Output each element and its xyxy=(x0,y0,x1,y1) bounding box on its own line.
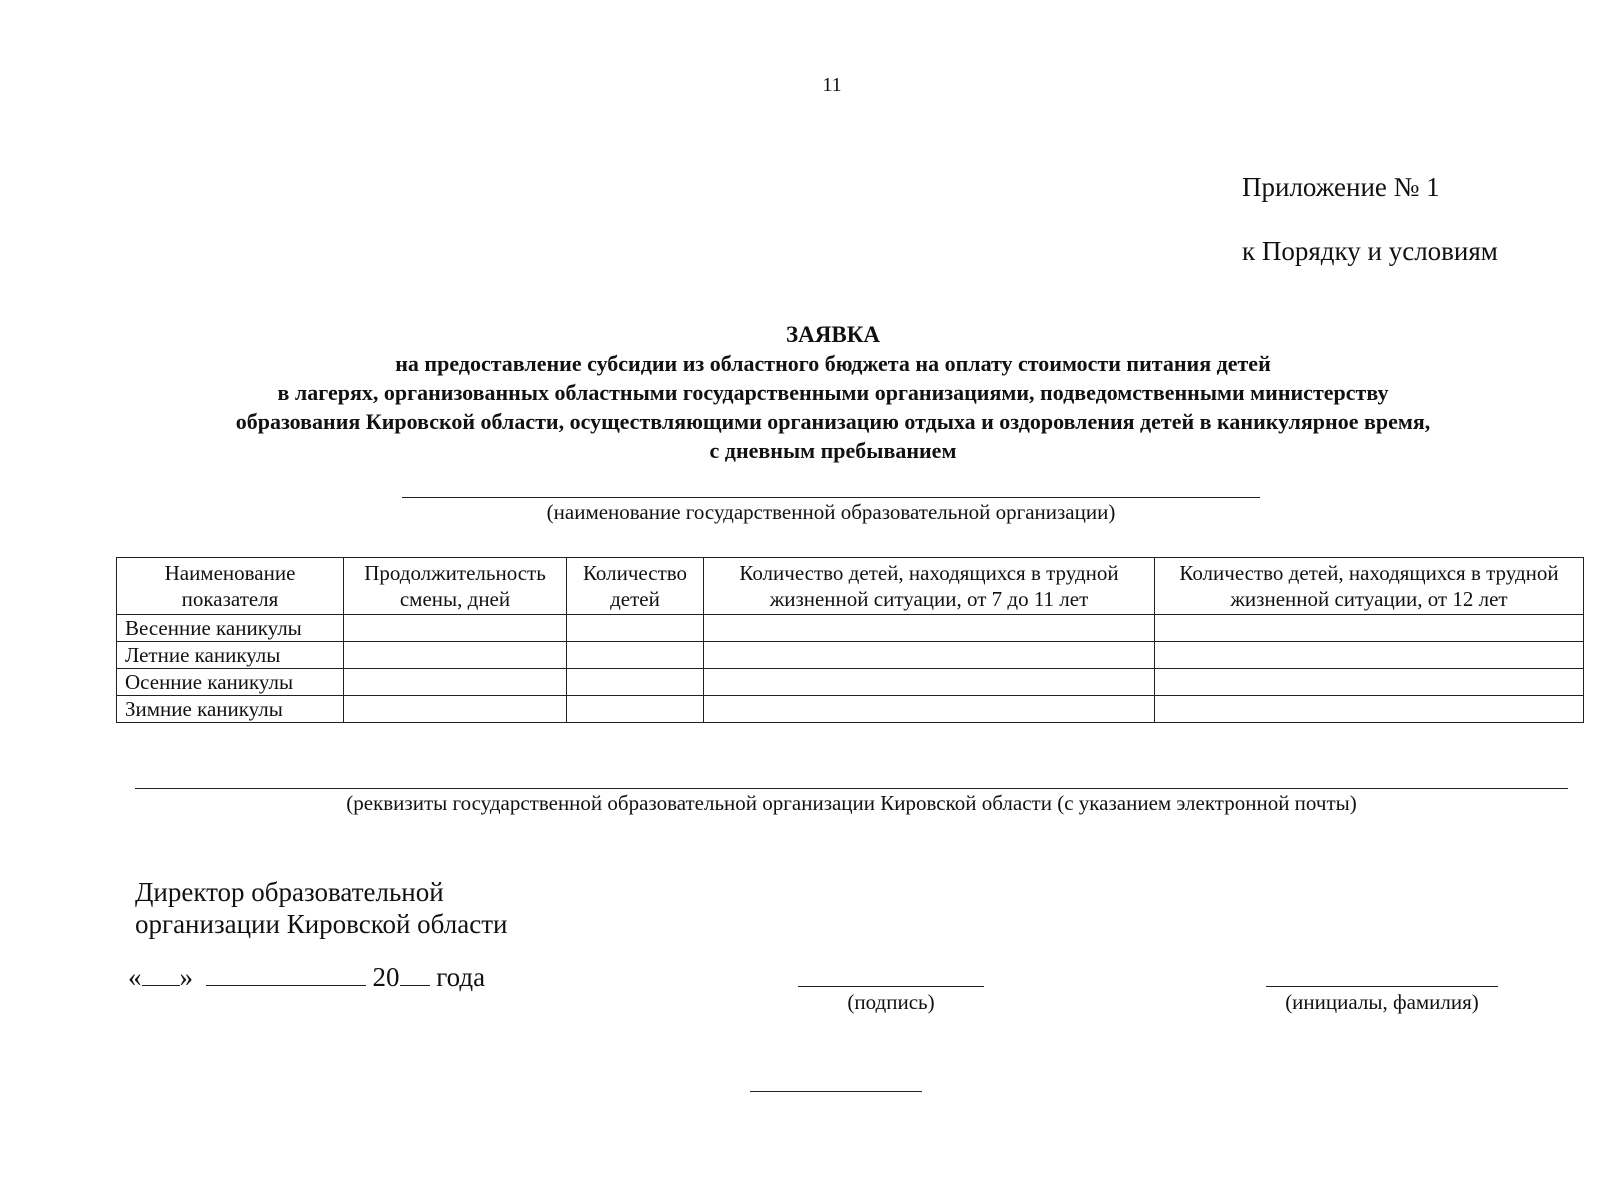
table-row xyxy=(117,696,1584,723)
year-suffix: года xyxy=(436,962,486,992)
table-cell[interactable] xyxy=(1155,615,1584,642)
table-cell[interactable] xyxy=(567,615,704,642)
table-row xyxy=(117,642,1584,669)
table-cell[interactable] xyxy=(344,642,567,669)
table-cell[interactable] xyxy=(567,642,704,669)
subsidy-table xyxy=(116,557,1584,723)
column-header-children-count: Количество детей xyxy=(567,558,704,615)
document-title xyxy=(100,320,1566,465)
table-cell[interactable] xyxy=(704,669,1155,696)
requisites-field-line[interactable] xyxy=(135,788,1568,789)
table-cell[interactable] xyxy=(344,615,567,642)
title-line: с дневным пребыванием xyxy=(709,438,957,463)
table-header-row xyxy=(117,558,1584,615)
table-cell[interactable] xyxy=(567,669,704,696)
table-cell[interactable] xyxy=(1155,696,1584,723)
table-row xyxy=(117,615,1584,642)
date-close-quote: » xyxy=(179,962,193,992)
name-caption: (инициалы, фамилия) xyxy=(1285,990,1479,1014)
table-cell[interactable] xyxy=(704,696,1155,723)
date-open-quote: « xyxy=(128,962,142,992)
director-title-line: Директор образовательной xyxy=(135,877,444,907)
annex-reference: к Порядку и условиям xyxy=(1242,236,1498,266)
row-label: Весенние каникулы xyxy=(117,615,344,642)
title-heading: ЗАЯВКА xyxy=(786,322,880,347)
signature-caption: (подпись) xyxy=(847,990,935,1014)
row-label: Осенние каникулы xyxy=(117,669,344,696)
title-line: на предоставление субсидии из областного бюджета на оплату стоимости питания детей xyxy=(395,351,1271,376)
name-line[interactable] xyxy=(1266,986,1498,987)
column-header-indicator: Наименование показателя xyxy=(117,558,344,615)
year-blank[interactable] xyxy=(400,963,430,986)
requisites-caption: (реквизиты государственной образовательной организации Кировской области (с указанием электронной почты) xyxy=(346,791,1357,815)
table-cell[interactable] xyxy=(344,696,567,723)
director-title xyxy=(135,876,507,940)
month-blank[interactable] xyxy=(206,963,366,986)
year-prefix: 20 xyxy=(372,962,400,992)
column-header-duration: Продолжительность смены, дней xyxy=(344,558,567,615)
signature-line[interactable] xyxy=(798,986,984,987)
title-line: в лагерях, организованных областными государственными организациями, подведомственными министерству xyxy=(277,380,1389,405)
table-cell[interactable] xyxy=(1155,642,1584,669)
bottom-separator-line xyxy=(750,1091,922,1092)
table-cell[interactable] xyxy=(344,669,567,696)
date-field xyxy=(128,962,485,993)
table-cell[interactable] xyxy=(567,696,704,723)
day-blank[interactable] xyxy=(142,963,180,986)
column-header-hardship-7-11: Количество детей, находящихся в трудной жизненной ситуации, от 7 до 11 лет xyxy=(704,558,1155,615)
row-label: Зимние каникулы xyxy=(117,696,344,723)
page-number: 11 xyxy=(822,74,842,96)
table-row xyxy=(117,669,1584,696)
annex-number: Приложение № 1 xyxy=(1242,172,1440,202)
table-cell[interactable] xyxy=(704,615,1155,642)
row-label: Летние каникулы xyxy=(117,642,344,669)
org-name-caption: (наименование государственной образовательной организации) xyxy=(546,500,1116,524)
director-title-line: организации Кировской области xyxy=(135,909,508,939)
title-line: образования Кировской области, осуществляющими организацию отдыха и оздоровления детей в каникулярное время, xyxy=(235,409,1431,434)
table-cell[interactable] xyxy=(1155,669,1584,696)
column-header-hardship-12-plus: Количество детей, находящихся в трудной жизненной ситуации, от 12 лет xyxy=(1155,558,1584,615)
org-name-field-line[interactable] xyxy=(402,497,1260,498)
table-cell[interactable] xyxy=(704,642,1155,669)
